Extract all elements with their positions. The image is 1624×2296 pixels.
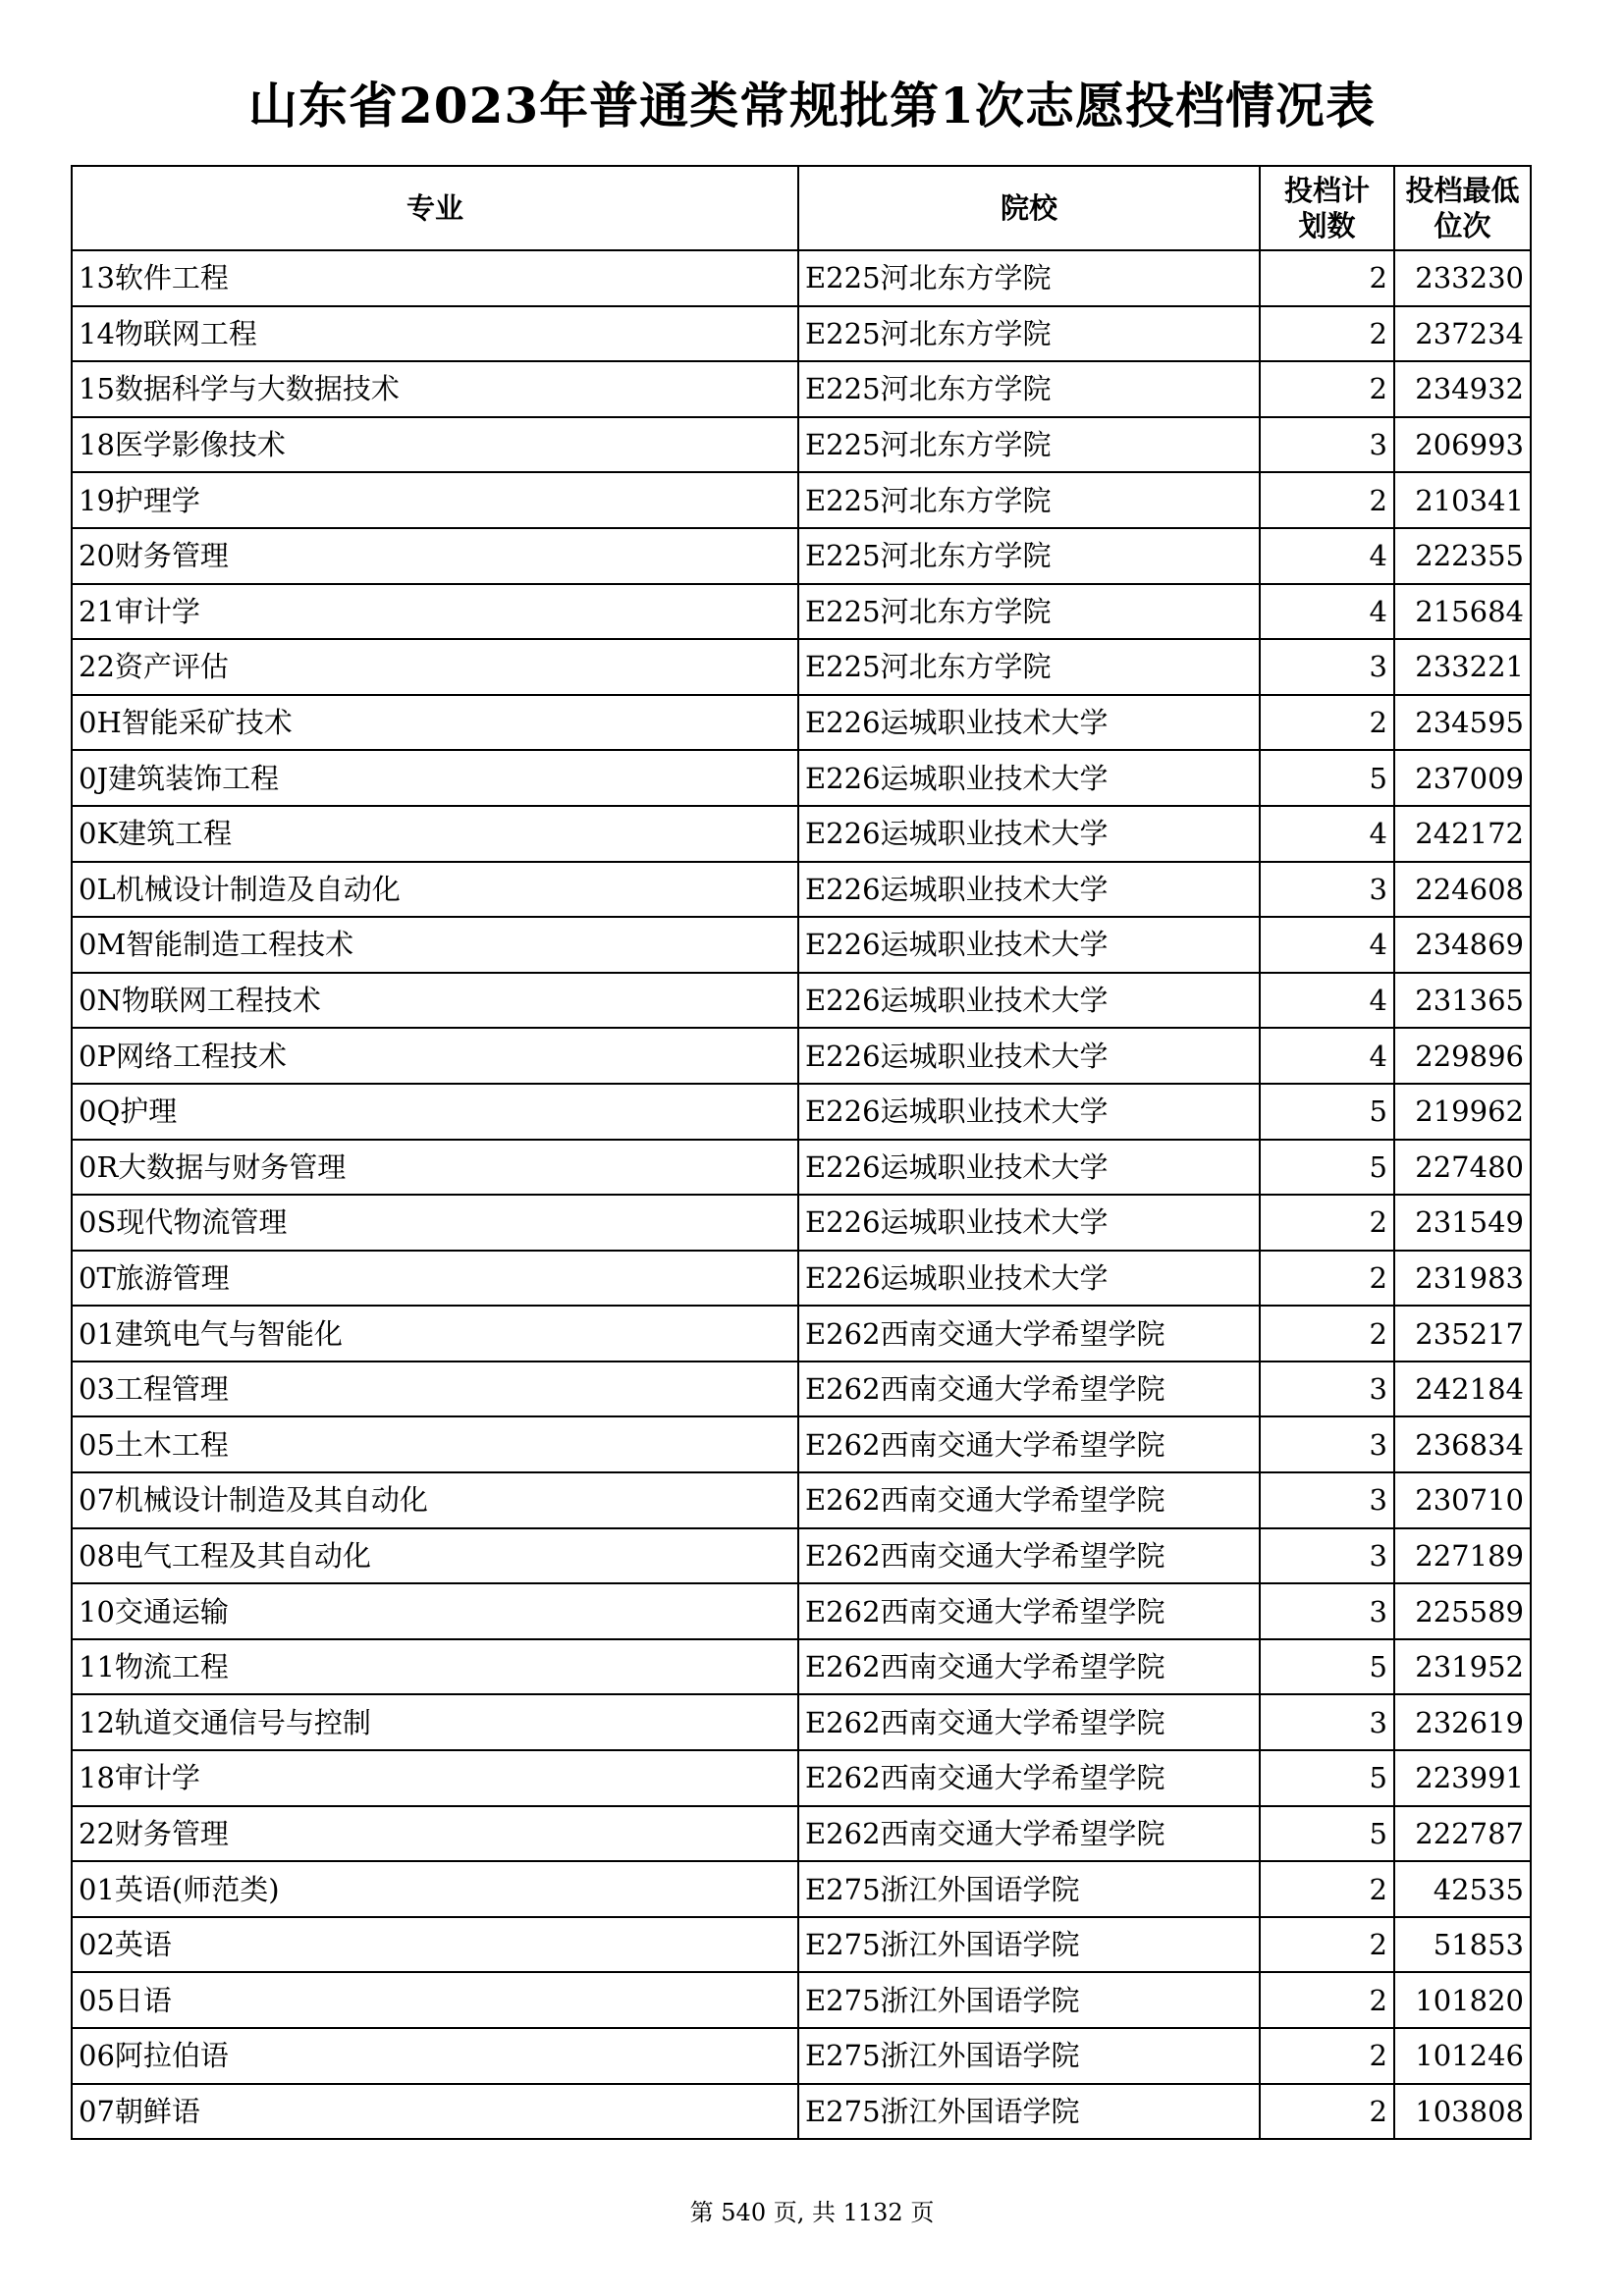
cell-school: E226运城职业技术大学 — [798, 1084, 1260, 1140]
cell-school: E226运城职业技术大学 — [798, 1140, 1260, 1196]
table-row — [72, 1251, 1531, 1307]
cell-major: 0H智能采矿技术 — [72, 695, 798, 751]
cell-school: E262西南交通大学希望学院 — [798, 1306, 1260, 1362]
cell-school: E262西南交通大学希望学院 — [798, 1639, 1260, 1695]
cell-school: E262西南交通大学希望学院 — [798, 1472, 1260, 1528]
table-body — [72, 250, 1531, 2139]
cell-min-rank: 233221 — [1394, 639, 1531, 695]
cell-school: E225河北东方学院 — [798, 472, 1260, 528]
cell-major: 0K建筑工程 — [72, 806, 798, 862]
cell-plan: 5 — [1260, 750, 1394, 806]
table-row — [72, 862, 1531, 918]
cell-major: 05土木工程 — [72, 1416, 798, 1472]
table-row — [72, 306, 1531, 362]
cell-school: E225河北东方学院 — [798, 417, 1260, 473]
table-row — [72, 472, 1531, 528]
table-row — [72, 1583, 1531, 1639]
table-row — [72, 1084, 1531, 1140]
cell-major: 22财务管理 — [72, 1806, 798, 1862]
cell-plan: 2 — [1260, 2028, 1394, 2084]
cell-school: E226运城职业技术大学 — [798, 862, 1260, 918]
cell-plan: 5 — [1260, 1750, 1394, 1806]
cell-major: 05日语 — [72, 1972, 798, 2028]
cell-major: 21审计学 — [72, 584, 798, 640]
table-row — [72, 417, 1531, 473]
cell-school: E275浙江外国语学院 — [798, 2028, 1260, 2084]
cell-min-rank: 233230 — [1394, 250, 1531, 306]
cell-plan: 5 — [1260, 1084, 1394, 1140]
cell-major: 11物流工程 — [72, 1639, 798, 1695]
cell-plan: 3 — [1260, 1528, 1394, 1584]
cell-plan: 2 — [1260, 1306, 1394, 1362]
cell-major: 22资产评估 — [72, 639, 798, 695]
cell-min-rank: 224608 — [1394, 862, 1531, 918]
table-row — [72, 1416, 1531, 1472]
cell-major: 10交通运输 — [72, 1583, 798, 1639]
cell-school: E226运城职业技术大学 — [798, 1251, 1260, 1307]
cell-min-rank: 219962 — [1394, 1084, 1531, 1140]
cell-school: E262西南交通大学希望学院 — [798, 1750, 1260, 1806]
cell-min-rank: 223991 — [1394, 1750, 1531, 1806]
cell-school: E262西南交通大学希望学院 — [798, 1694, 1260, 1750]
cell-min-rank: 42535 — [1394, 1861, 1531, 1917]
cell-min-rank: 234932 — [1394, 361, 1531, 417]
cell-major: 01建筑电气与智能化 — [72, 1306, 798, 1362]
cell-min-rank: 103808 — [1394, 2084, 1531, 2140]
cell-plan: 2 — [1260, 1917, 1394, 1973]
table-row — [72, 1140, 1531, 1196]
cell-school: E226运城职业技术大学 — [798, 695, 1260, 751]
cell-plan: 4 — [1260, 973, 1394, 1029]
cell-school: E275浙江外国语学院 — [798, 2084, 1260, 2140]
cell-plan: 3 — [1260, 1416, 1394, 1472]
cell-major: 18审计学 — [72, 1750, 798, 1806]
cell-min-rank: 227189 — [1394, 1528, 1531, 1584]
cell-school: E262西南交通大学希望学院 — [798, 1806, 1260, 1862]
cell-plan: 2 — [1260, 2084, 1394, 2140]
cell-plan: 2 — [1260, 1972, 1394, 2028]
cell-plan: 2 — [1260, 306, 1394, 362]
cell-plan: 4 — [1260, 917, 1394, 973]
cell-min-rank: 237234 — [1394, 306, 1531, 362]
table-row — [72, 917, 1531, 973]
cell-school: E225河北东方学院 — [798, 639, 1260, 695]
table-row — [72, 250, 1531, 306]
header-school: 院校 — [798, 166, 1260, 250]
table-row — [72, 1750, 1531, 1806]
table-row — [72, 639, 1531, 695]
cell-min-rank: 227480 — [1394, 1140, 1531, 1196]
cell-major: 0S现代物流管理 — [72, 1195, 798, 1251]
cell-min-rank: 222355 — [1394, 528, 1531, 584]
cell-plan: 2 — [1260, 695, 1394, 751]
table-row — [72, 973, 1531, 1029]
cell-plan: 2 — [1260, 250, 1394, 306]
cell-school: E275浙江外国语学院 — [798, 1861, 1260, 1917]
cell-major: 14物联网工程 — [72, 306, 798, 362]
cell-school: E226运城职业技术大学 — [798, 1028, 1260, 1084]
cell-min-rank: 229896 — [1394, 1028, 1531, 1084]
cell-min-rank: 231983 — [1394, 1251, 1531, 1307]
cell-major: 0J建筑装饰工程 — [72, 750, 798, 806]
cell-min-rank: 235217 — [1394, 1306, 1531, 1362]
cell-min-rank: 231952 — [1394, 1639, 1531, 1695]
cell-plan: 2 — [1260, 1251, 1394, 1307]
cell-plan: 2 — [1260, 472, 1394, 528]
cell-school: E226运城职业技术大学 — [798, 1195, 1260, 1251]
cell-major: 0M智能制造工程技术 — [72, 917, 798, 973]
cell-plan: 5 — [1260, 1806, 1394, 1862]
cell-plan: 5 — [1260, 1639, 1394, 1695]
cell-min-rank: 242172 — [1394, 806, 1531, 862]
cell-plan: 2 — [1260, 1861, 1394, 1917]
header-plan: 投档计划数 — [1260, 166, 1394, 250]
cell-min-rank: 101820 — [1394, 1972, 1531, 2028]
cell-plan: 5 — [1260, 1140, 1394, 1196]
cell-major: 07朝鲜语 — [72, 2084, 798, 2140]
table-row — [72, 528, 1531, 584]
cell-plan: 4 — [1260, 584, 1394, 640]
cell-major: 01英语(师范类) — [72, 1861, 798, 1917]
cell-school: E226运城职业技术大学 — [798, 973, 1260, 1029]
cell-major: 08电气工程及其自动化 — [72, 1528, 798, 1584]
table-row — [72, 584, 1531, 640]
table-row — [72, 750, 1531, 806]
admission-table — [71, 165, 1532, 2140]
cell-major: 06阿拉伯语 — [72, 2028, 798, 2084]
table-row — [72, 1917, 1531, 1973]
cell-plan: 3 — [1260, 1583, 1394, 1639]
cell-major: 18医学影像技术 — [72, 417, 798, 473]
cell-min-rank: 234869 — [1394, 917, 1531, 973]
cell-school: E275浙江外国语学院 — [798, 1917, 1260, 1973]
cell-major: 20财务管理 — [72, 528, 798, 584]
cell-major: 0N物联网工程技术 — [72, 973, 798, 1029]
cell-plan: 4 — [1260, 1028, 1394, 1084]
cell-min-rank: 210341 — [1394, 472, 1531, 528]
cell-school: E225河北东方学院 — [798, 250, 1260, 306]
cell-school: E262西南交通大学希望学院 — [798, 1362, 1260, 1417]
cell-min-rank: 234595 — [1394, 695, 1531, 751]
cell-school: E225河北东方学院 — [798, 528, 1260, 584]
cell-min-rank: 242184 — [1394, 1362, 1531, 1417]
cell-major: 02英语 — [72, 1917, 798, 1973]
table-row — [72, 1639, 1531, 1695]
cell-major: 12轨道交通信号与控制 — [72, 1694, 798, 1750]
table-row — [72, 1195, 1531, 1251]
table-header-row — [72, 166, 1531, 250]
cell-plan: 3 — [1260, 1694, 1394, 1750]
table-row — [72, 1694, 1531, 1750]
table-row — [72, 695, 1531, 751]
cell-school: E262西南交通大学希望学院 — [798, 1416, 1260, 1472]
cell-min-rank: 236834 — [1394, 1416, 1531, 1472]
cell-plan: 3 — [1260, 417, 1394, 473]
cell-plan: 3 — [1260, 862, 1394, 918]
cell-min-rank: 222787 — [1394, 1806, 1531, 1862]
cell-plan: 4 — [1260, 528, 1394, 584]
cell-major: 0L机械设计制造及自动化 — [72, 862, 798, 918]
cell-school: E226运城职业技术大学 — [798, 806, 1260, 862]
table-row — [72, 806, 1531, 862]
cell-school: E225河北东方学院 — [798, 306, 1260, 362]
cell-plan: 2 — [1260, 361, 1394, 417]
table-row — [72, 1362, 1531, 1417]
cell-major: 03工程管理 — [72, 1362, 798, 1417]
table-row — [72, 1861, 1531, 1917]
table-row — [72, 361, 1531, 417]
cell-school: E275浙江外国语学院 — [798, 1972, 1260, 2028]
cell-school: E225河北东方学院 — [798, 584, 1260, 640]
header-min-rank: 投档最低位次 — [1394, 166, 1531, 250]
cell-major: 19护理学 — [72, 472, 798, 528]
cell-plan: 2 — [1260, 1195, 1394, 1251]
cell-min-rank: 237009 — [1394, 750, 1531, 806]
cell-school: E262西南交通大学希望学院 — [798, 1583, 1260, 1639]
table-row — [72, 1472, 1531, 1528]
cell-school: E226运城职业技术大学 — [798, 750, 1260, 806]
cell-plan: 3 — [1260, 639, 1394, 695]
cell-school: E225河北东方学院 — [798, 361, 1260, 417]
cell-school: E262西南交通大学希望学院 — [798, 1528, 1260, 1584]
cell-major: 0Q护理 — [72, 1084, 798, 1140]
cell-major: 0T旅游管理 — [72, 1251, 798, 1307]
cell-plan: 3 — [1260, 1362, 1394, 1417]
table-row — [72, 2084, 1531, 2140]
cell-min-rank: 101246 — [1394, 2028, 1531, 2084]
cell-major: 0R大数据与财务管理 — [72, 1140, 798, 1196]
cell-plan: 3 — [1260, 1472, 1394, 1528]
cell-major: 07机械设计制造及其自动化 — [72, 1472, 798, 1528]
table-row — [72, 1806, 1531, 1862]
table-row — [72, 1028, 1531, 1084]
cell-plan: 4 — [1260, 806, 1394, 862]
page-footer: 第 540 页, 共 1132 页 — [689, 2199, 935, 2226]
cell-major: 0P网络工程技术 — [72, 1028, 798, 1084]
cell-min-rank: 215684 — [1394, 584, 1531, 640]
cell-min-rank: 231549 — [1394, 1195, 1531, 1251]
cell-major: 13软件工程 — [72, 250, 798, 306]
page-title: 山东省2023年普通类常规批第1次志愿投档情况表 — [248, 77, 1376, 134]
table-row — [72, 1972, 1531, 2028]
cell-min-rank: 225589 — [1394, 1583, 1531, 1639]
table-row — [72, 1306, 1531, 1362]
cell-min-rank: 230710 — [1394, 1472, 1531, 1528]
cell-min-rank: 232619 — [1394, 1694, 1531, 1750]
cell-major: 15数据科学与大数据技术 — [72, 361, 798, 417]
table-row — [72, 1528, 1531, 1584]
cell-min-rank: 51853 — [1394, 1917, 1531, 1973]
header-major: 专业 — [72, 166, 798, 250]
cell-min-rank: 231365 — [1394, 973, 1531, 1029]
cell-min-rank: 206993 — [1394, 417, 1531, 473]
cell-school: E226运城职业技术大学 — [798, 917, 1260, 973]
table-row — [72, 2028, 1531, 2084]
